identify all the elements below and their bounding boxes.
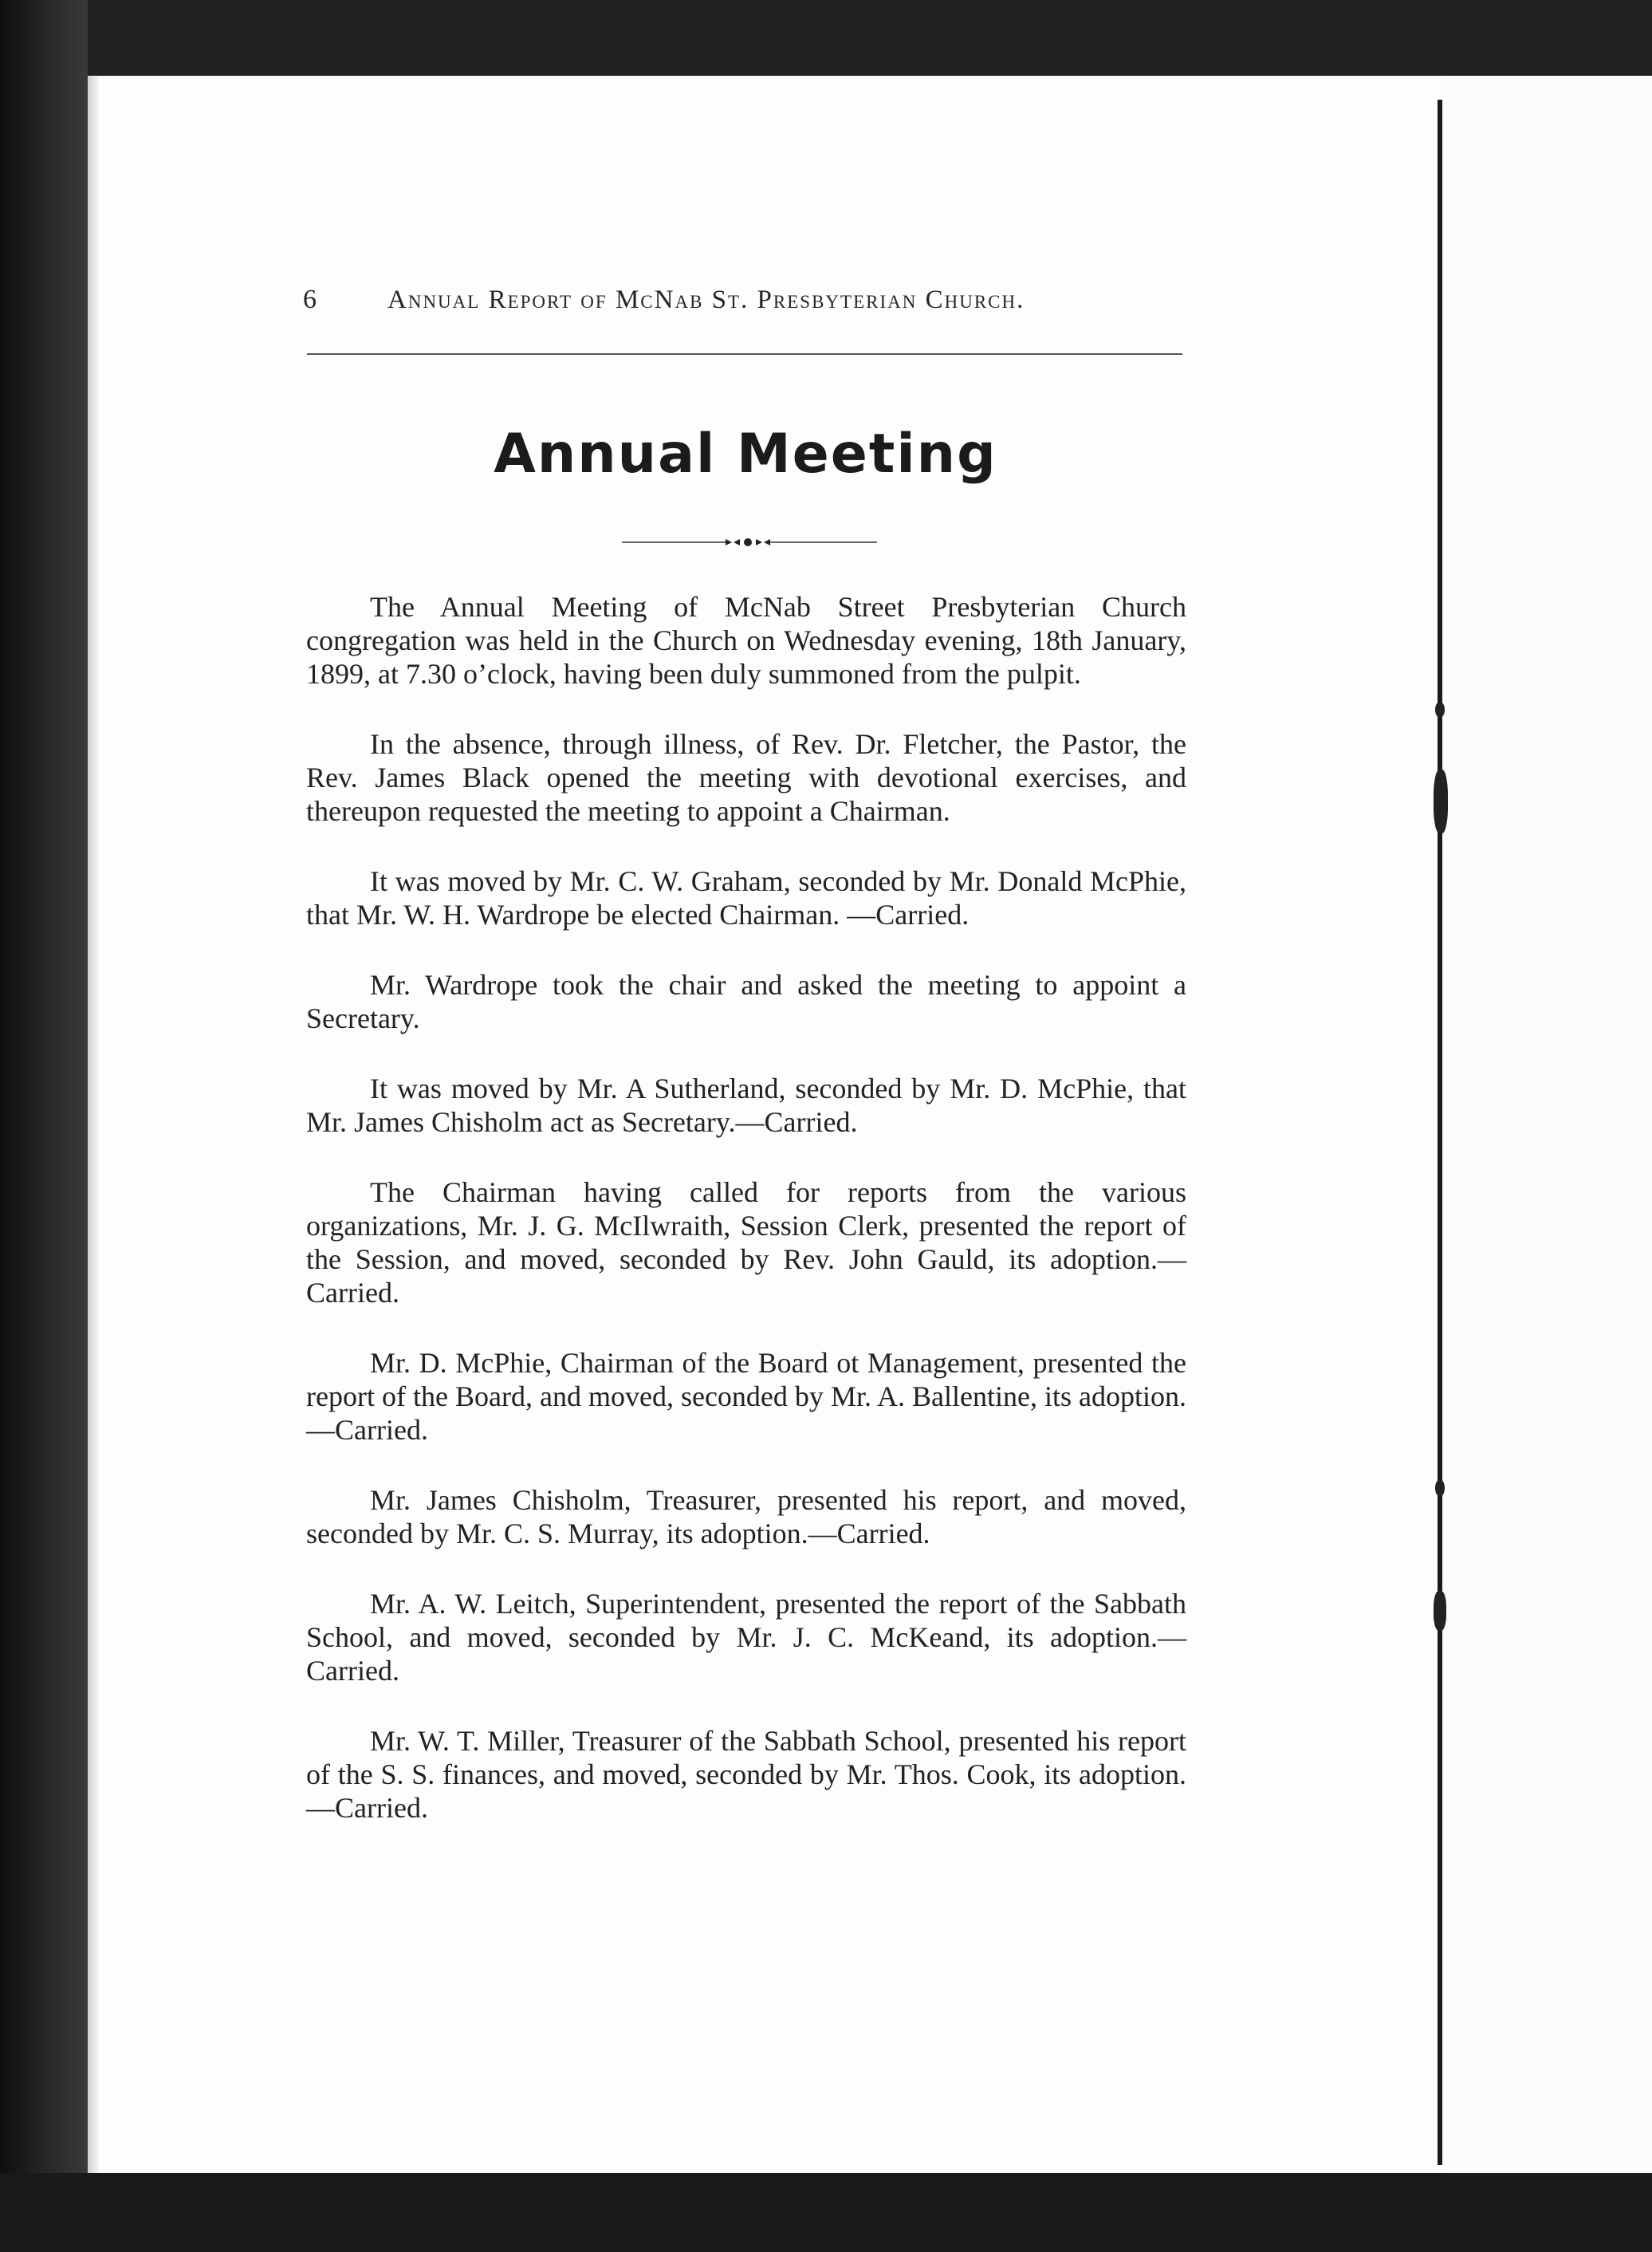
- paragraph: It was moved by Mr. C. W. Graham, seconded by Mr. Donald McPhie, that Mr. W. H. Wardrope be elected Chairman. —Carried.: [306, 865, 1186, 931]
- running-title: Annual Report of McNab St. Presbyterian Church.: [387, 285, 1025, 314]
- binding-thread-mark: [1434, 770, 1448, 833]
- binding-thread-mark: [1434, 1591, 1446, 1631]
- page-number: 6: [303, 285, 317, 314]
- paragraph: It was moved by Mr. A Sutherland, seconded by Mr. D. McPhie, that Mr. James Chisholm act as Secretary.—Carried.: [306, 1073, 1186, 1138]
- paragraph: In the absence, through illness, of Rev. Dr. Fletcher, the Pastor, the Rev. James Black opened the meeting with devotional exercises, and thereupon requested the meeting to appoint a Chairman.: [306, 728, 1186, 827]
- paragraph: The Chairman having called for reports from the various organizations, Mr. J. G. McIlwraith, Session Clerk, presented the report of the Session, and moved, seconded by Rev. John Gauld, its adoption.—Carried.: [306, 1176, 1186, 1309]
- section-title: Annual Meeting: [494, 423, 997, 486]
- scan-border-top: [0, 0, 1652, 76]
- scan-border-bottom: [0, 2173, 1652, 2252]
- binding-thread-mark: [1435, 702, 1445, 718]
- paragraph: Mr. James Chisholm, Treasurer, presented his report, and moved, seconded by Mr. C. S. Murray, its adoption.—Carried.: [306, 1484, 1186, 1549]
- header-rule: [307, 353, 1182, 355]
- paragraph: Mr. W. T. Miller, Treasurer of the Sabbath School, presented his report of the S. S. finances, and moved, seconded by Mr. Thos. Cook, its adoption.—Carried.: [306, 1725, 1186, 1824]
- body-text: [306, 590, 1186, 1861]
- facing-page: [1442, 76, 1652, 2173]
- paragraph: Mr. Wardrope took the chair and asked the meeting to appoint a Secretary.: [306, 969, 1186, 1034]
- paragraph: The Annual Meeting of McNab Street Presbyterian Church congregation was held in the Church on Wednesday evening, 18th January, 1899, at 7.30 o’clock, having been duly summoned from the pulpit.: [306, 591, 1186, 690]
- paragraph: Mr. A. W. Leitch, Superintendent, presented the report of the Sabbath School, and moved, seconded by Mr. J. C. McKeand, its adoption.—Carried.: [306, 1588, 1186, 1687]
- paragraph: Mr. D. McPhie, Chairman of the Board ot Management, presented the report of the Board, and moved, seconded by Mr. A. Ballentine, its adoption.—Carried.: [306, 1347, 1186, 1446]
- page-edge-shadow: [88, 76, 99, 2173]
- binding-thread-mark: [1435, 1479, 1445, 1497]
- running-header: [303, 285, 1188, 315]
- scan-border-left: [0, 0, 88, 2252]
- ornament-divider: [622, 534, 877, 550]
